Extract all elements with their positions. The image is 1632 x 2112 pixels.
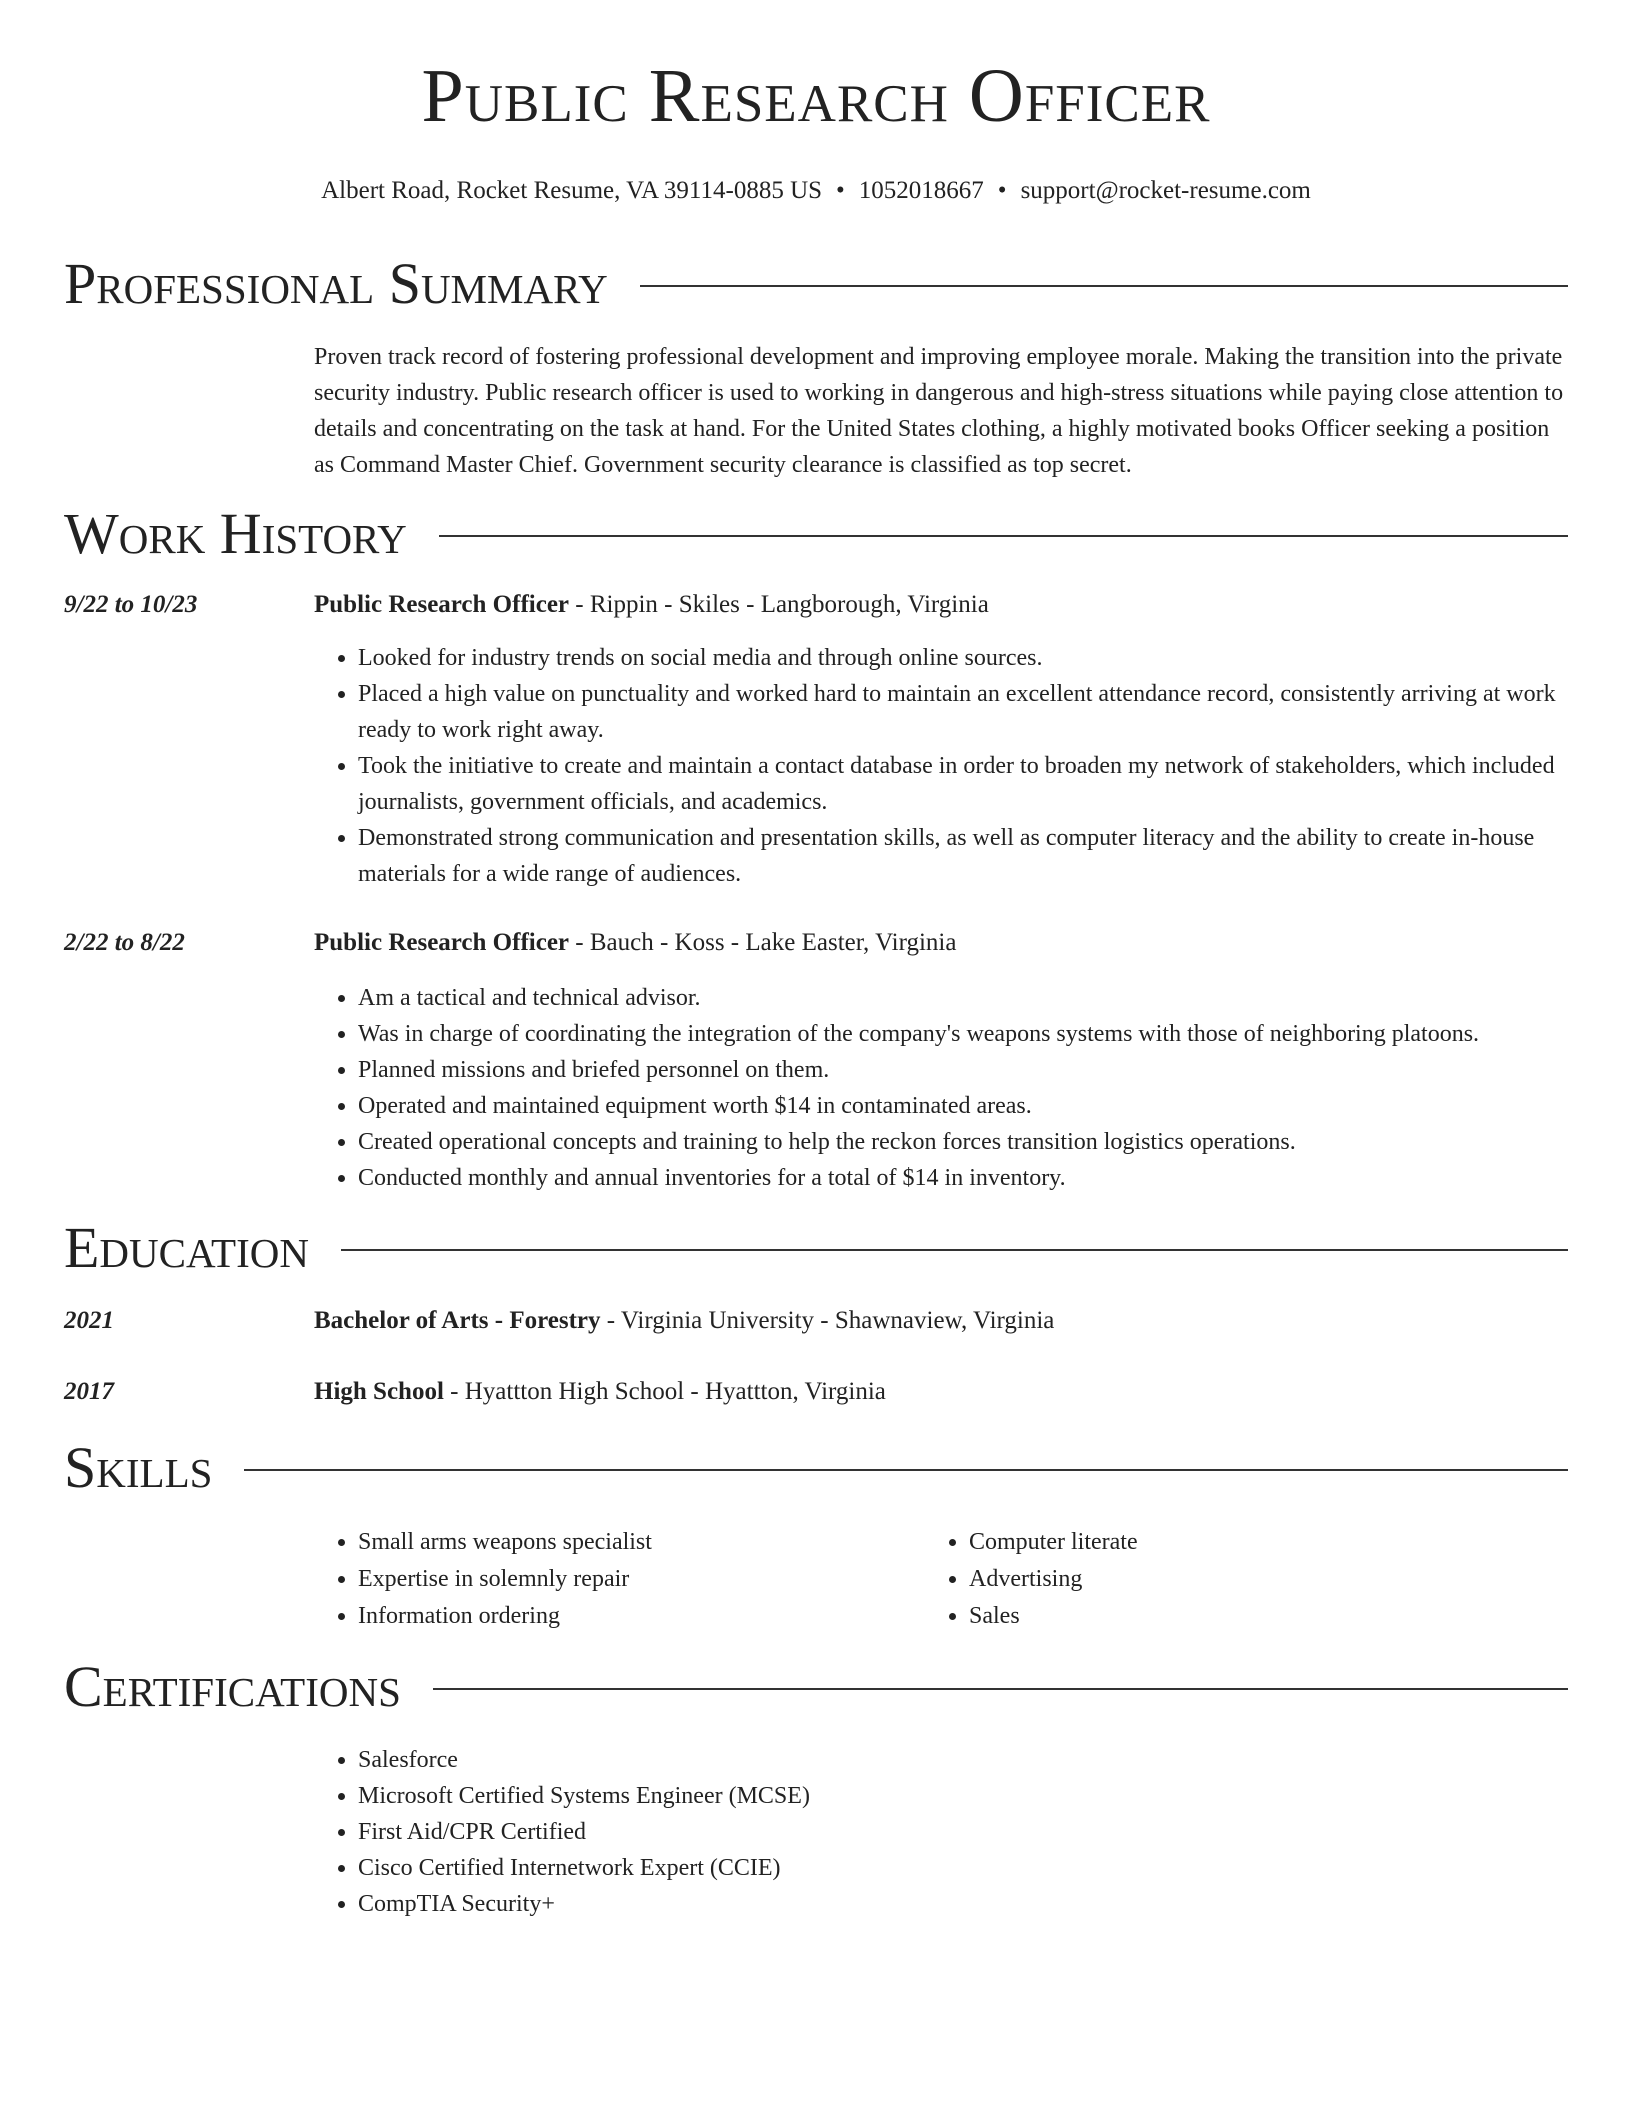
contact-separator: • bbox=[836, 177, 845, 204]
job-bullet: • Am a tactical and technical advisor. bbox=[358, 980, 1568, 1016]
job-bullet: • Was in charge of coordinating the integration of the company's weapons systems with those of neighboring platoons. bbox=[358, 1016, 1568, 1052]
skill-item: • Expertise in solemnly repair bbox=[358, 1561, 652, 1598]
job-heading bbox=[314, 589, 1568, 621]
resume-name: Public Research Officer bbox=[421, 54, 1211, 138]
summary-section-header bbox=[64, 252, 1568, 316]
contact-address: Albert Road, Rocket Resume, VA 39114-0885 US bbox=[321, 177, 823, 204]
education-year: 2017 bbox=[64, 1378, 114, 1405]
skill-item: • Small arms weapons specialist bbox=[358, 1524, 652, 1561]
section-divider bbox=[244, 1469, 1568, 1471]
job-employer: - Rippin - Skiles - Langborough, Virginia bbox=[569, 591, 989, 618]
education-school: - Hyattton High School - Hyattton, Virginia bbox=[443, 1378, 886, 1405]
certifications-list bbox=[314, 1742, 1568, 1922]
certification-item: • First Aid/CPR Certified bbox=[358, 1814, 1568, 1850]
contact-email[interactable]: support@rocket-resume.com bbox=[1020, 177, 1311, 204]
work-section-header bbox=[64, 502, 1568, 566]
job-employer: - Bauch - Koss - Lake Easter, Virginia bbox=[569, 929, 957, 956]
skill-item: • Advertising bbox=[969, 1561, 1138, 1598]
education-school: - Virginia University - Shawnaview, Virginia bbox=[600, 1307, 1055, 1334]
certifications-section-header bbox=[64, 1655, 1568, 1719]
job-bullet: • Operated and maintained equipment worth $14 in contaminated areas. bbox=[358, 1088, 1568, 1124]
section-divider bbox=[439, 535, 1568, 537]
section-divider bbox=[341, 1249, 1568, 1251]
work-heading: Work History bbox=[64, 501, 407, 566]
education-degree: Bachelor of Arts - Forestry bbox=[314, 1307, 601, 1334]
education-degree: High School bbox=[314, 1378, 444, 1405]
skills-section-header bbox=[64, 1436, 1568, 1500]
job-dates: 2/22 to 8/22 bbox=[64, 929, 185, 956]
education-section-header bbox=[64, 1216, 1568, 1280]
contact-line bbox=[0, 176, 1632, 206]
summary-heading: Professional Summary bbox=[64, 251, 608, 316]
education-heading: Education bbox=[64, 1215, 309, 1280]
certification-item: • CompTIA Security+ bbox=[358, 1886, 1568, 1922]
job-bullet: • Looked for industry trends on social media and through online sources. bbox=[358, 640, 1568, 676]
certifications-heading: Certifications bbox=[64, 1654, 401, 1719]
contact-separator: • bbox=[997, 177, 1007, 204]
skill-item: • Computer literate bbox=[969, 1524, 1138, 1561]
education-entry bbox=[314, 1376, 1568, 1408]
job-heading bbox=[314, 927, 1568, 959]
skills-heading: Skills bbox=[64, 1435, 213, 1500]
skill-item: • Sales bbox=[969, 1598, 1138, 1635]
certification-item: • Microsoft Certified Systems Engineer (MCSE) bbox=[358, 1778, 1568, 1814]
job-bullet: • Took the initiative to create and maintain a contact database in order to broaden my network of stakeholders, which included journalists, government officials, and academics. bbox=[358, 748, 1568, 820]
section-divider bbox=[640, 285, 1568, 287]
skills-list-right bbox=[925, 1524, 1138, 1635]
job-bullet: • Created operational concepts and training to help the reckon forces transition logistics operations. bbox=[358, 1124, 1568, 1160]
job-dates: 9/22 to 10/23 bbox=[64, 591, 198, 618]
job-bullet: • Planned missions and briefed personnel on them. bbox=[358, 1052, 1568, 1088]
job-bullets bbox=[314, 640, 1568, 892]
education-entry bbox=[314, 1305, 1568, 1337]
certification-item: • Salesforce bbox=[358, 1742, 1568, 1778]
certification-item: • Cisco Certified Internetwork Expert (CCIE) bbox=[358, 1850, 1568, 1886]
education-year: 2021 bbox=[64, 1307, 114, 1334]
job-title: Public Research Officer bbox=[314, 591, 570, 618]
job-title: Public Research Officer bbox=[314, 929, 570, 956]
section-divider bbox=[433, 1688, 1568, 1690]
job-bullet: • Placed a high value on punctuality and worked hard to maintain an excellent attendance record, consistently arriving at work ready to work right away. bbox=[358, 676, 1568, 748]
summary-text: Proven track record of fostering professional development and improving employee morale. Making the transition into the private security industry. Public research officer is used to working in dangerous and high-stress situations while paying close attention to details and concentrating on the task at hand. For the United States clothing, a highly motivated books Officer seeking a position as Command Master Chief. Government security clearance is classified as top secret. bbox=[314, 344, 1564, 478]
job-bullet: • Demonstrated strong communication and presentation skills, as well as computer literacy and the ability to create in-house materials for a wide range of audiences. bbox=[358, 820, 1568, 892]
job-bullets bbox=[314, 980, 1568, 1196]
skills-list-left bbox=[314, 1524, 652, 1635]
contact-phone[interactable]: 1052018667 bbox=[858, 177, 984, 204]
job-bullet: • Conducted monthly and annual inventories for a total of $14 in inventory. bbox=[358, 1160, 1568, 1196]
skill-item: • Information ordering bbox=[358, 1598, 652, 1635]
